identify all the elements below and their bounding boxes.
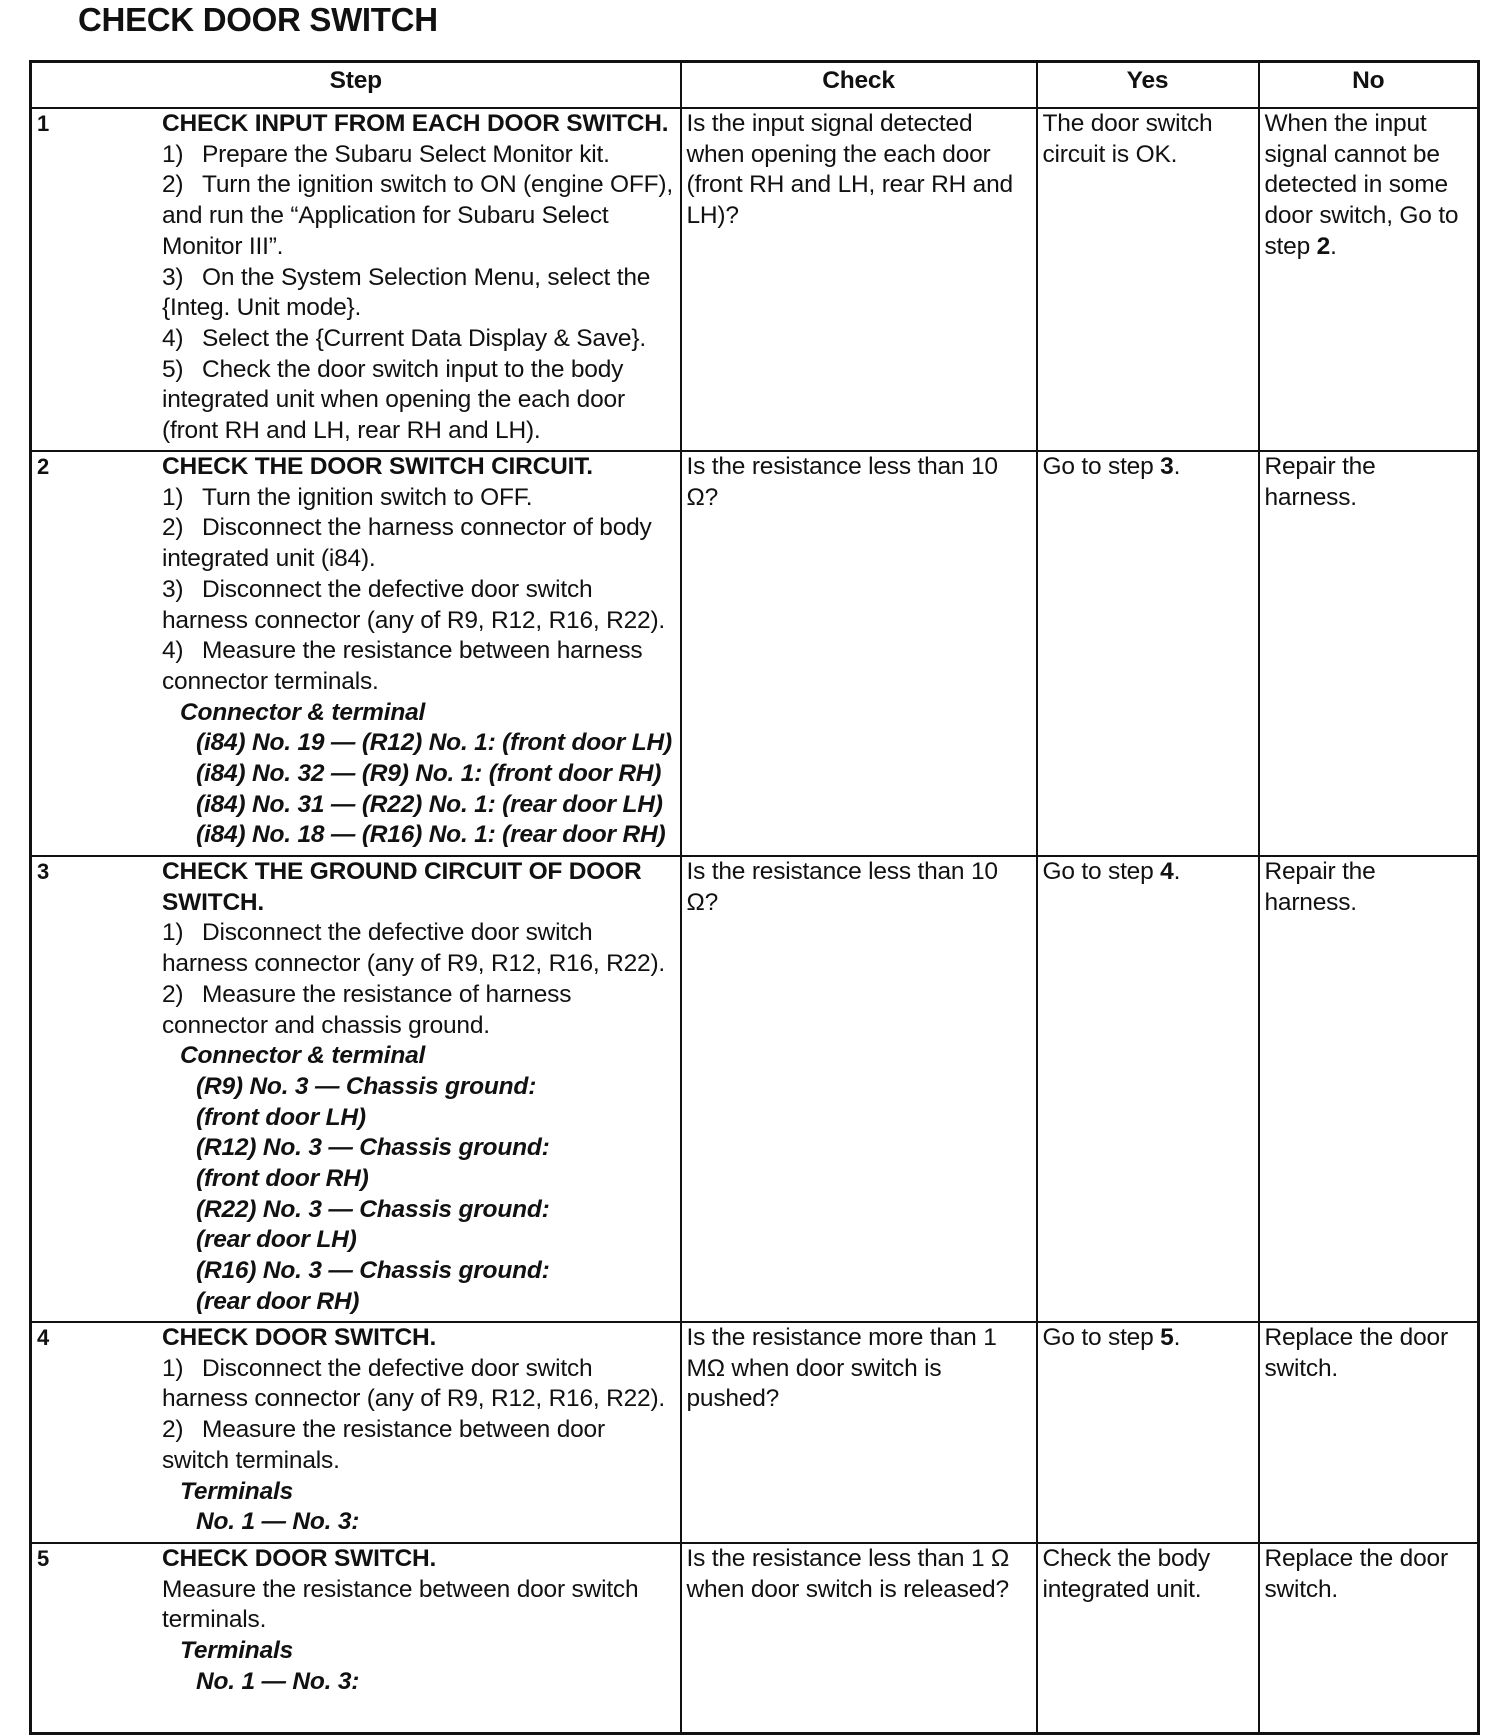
- yes-cell: Go to step 4.: [1037, 856, 1259, 1322]
- yes-cell: [1037, 1543, 1259, 1733]
- yes-cell: [1037, 108, 1259, 451]
- procedure-line: [162, 483, 675, 514]
- check-cell: [681, 856, 1037, 1322]
- step-body: [162, 1544, 675, 1698]
- no-cell: [1259, 856, 1479, 1322]
- procedure-number: 4): [162, 324, 184, 352]
- no-action: Repair the harness.: [1264, 453, 1376, 511]
- procedure-number: 1): [162, 919, 184, 947]
- procedure-number: 1): [162, 483, 184, 511]
- spec-line: (R22) No. 3 — Chassis ground:: [196, 1195, 550, 1223]
- procedure-text: Disconnect the harness connector of body integrated unit (i84).: [162, 514, 652, 573]
- procedure-number: 5): [162, 355, 184, 383]
- no-action: When the input signal cannot be detected in some door switch, Go to step: [1264, 110, 1459, 260]
- table-row: [31, 451, 1479, 856]
- check-cell: [681, 108, 1037, 451]
- spec-line: (R9) No. 3 — Chassis ground:: [196, 1072, 537, 1100]
- procedure-line: [162, 918, 675, 979]
- column-header-no: No: [1259, 62, 1479, 109]
- procedure-line: [162, 1575, 675, 1636]
- yes-cell: Go to step 3.: [1037, 451, 1259, 856]
- procedure-text: Disconnect the defective door switch harness connector (any of R9, R12, R16, R22).: [162, 1354, 666, 1413]
- procedure-line: [162, 636, 675, 697]
- no-step-ref: 2: [1316, 232, 1331, 260]
- no-action: Replace the door switch.: [1264, 1324, 1448, 1382]
- check-question: Is the resistance more than 1 MΩ when door switch is pushed?: [686, 1324, 997, 1413]
- step-body: [162, 857, 675, 1318]
- yes-step-ref: 5: [1160, 1324, 1174, 1351]
- procedure-text: Measure the resistance of harness connector and chassis ground.: [162, 980, 572, 1039]
- yes-action: Go to step: [1042, 453, 1154, 480]
- spec-line: (front door LH): [196, 1103, 366, 1131]
- no-cell: [1259, 1322, 1479, 1543]
- table-header-row: [31, 62, 1479, 109]
- spec-heading: Connector & terminal: [180, 1042, 426, 1070]
- step-body: [162, 109, 675, 447]
- procedure-text: Disconnect the defective door switch harness connector (any of R9, R12, R16, R22).: [162, 575, 666, 634]
- step-cell: [31, 856, 681, 1322]
- check-cell: [681, 451, 1037, 856]
- table-body: [31, 108, 1479, 1733]
- spec-line: No. 1 — No. 3:: [196, 1508, 360, 1536]
- diagnostic-table: [29, 60, 1480, 1735]
- procedure-line: [162, 140, 675, 171]
- column-header-yes: Yes: [1037, 62, 1259, 109]
- yes-action: Check the body integrated unit.: [1042, 1545, 1210, 1603]
- yes-step-ref: 4: [1160, 858, 1174, 885]
- yes-action: Go to step: [1042, 1324, 1154, 1351]
- spec-line: (i84) No. 32 — (R9) No. 1: (front door RH): [196, 760, 662, 788]
- procedure-number: 3): [162, 575, 184, 603]
- spec-line: (i84) No. 18 — (R16) No. 1: (rear door RH): [196, 821, 666, 849]
- procedure-line: [162, 575, 675, 636]
- check-question: Is the resistance less than 10 Ω?: [686, 858, 998, 916]
- procedure-line: [162, 980, 675, 1041]
- step-body: [162, 452, 675, 851]
- procedure-text: On the System Selection Menu, select the {Integ. Unit mode}.: [162, 263, 651, 322]
- procedure-text: Check the door switch input to the body integrated unit when opening the each door (front RH and LH, rear RH and LH).: [162, 355, 625, 445]
- spec-line: (i84) No. 31 — (R22) No. 1: (rear door LH): [196, 790, 663, 818]
- procedure-line: [162, 1415, 675, 1476]
- step-number: 1: [37, 111, 50, 136]
- spec-line: (rear door RH): [196, 1287, 360, 1315]
- procedure-text: Measure the resistance between door switch terminals.: [162, 1575, 639, 1634]
- check-cell: [681, 1543, 1037, 1733]
- table-row: [31, 1322, 1479, 1543]
- step-number: 3: [37, 859, 50, 884]
- step-cell: [31, 108, 681, 451]
- spec-line: (rear door LH): [196, 1226, 357, 1254]
- no-tail: .: [1330, 232, 1337, 260]
- column-header-check: Check: [681, 62, 1037, 109]
- step-number: 4: [37, 1325, 50, 1350]
- step-title: CHECK THE DOOR SWITCH CIRCUIT.: [162, 453, 593, 480]
- step-title: CHECK THE GROUND CIRCUIT OF DOOR SWITCH.: [162, 858, 642, 916]
- spec-heading: Terminals: [180, 1637, 294, 1665]
- step-number: 2: [37, 454, 50, 479]
- spec-line: (R12) No. 3 — Chassis ground:: [196, 1134, 550, 1162]
- check-question: Is the input signal detected when opening the each door (front RH and LH, rear RH and LH)?: [686, 110, 1013, 230]
- yes-cell: Go to step 5.: [1037, 1322, 1259, 1543]
- procedure-number: 2): [162, 980, 184, 1008]
- step-body: [162, 1323, 675, 1538]
- procedure-number: 2): [162, 514, 184, 542]
- procedure-number: 2): [162, 1416, 184, 1444]
- table-row: [31, 108, 1479, 451]
- procedure-text: Prepare the Subaru Select Monitor kit.: [202, 140, 610, 168]
- procedure-text: Select the {Current Data Display & Save}.: [202, 324, 646, 352]
- yes-step-ref: 3: [1160, 453, 1174, 480]
- procedure-text: Turn the ignition switch to ON (engine OFF), and run the “Application for Subaru Select Monitor III”.: [162, 171, 673, 260]
- spec-heading: Connector & terminal: [180, 698, 426, 726]
- procedure-line: [162, 1354, 675, 1415]
- table-row: [31, 1543, 1479, 1733]
- yes-action: The door switch circuit is OK.: [1042, 110, 1213, 168]
- procedure-text: Disconnect the defective door switch harness connector (any of R9, R12, R16, R22).: [162, 919, 666, 978]
- spec-heading: Terminals: [180, 1477, 294, 1505]
- procedure-text: Measure the resistance between door switch terminals.: [162, 1416, 605, 1474]
- check-question: Is the resistance less than 10 Ω?: [686, 453, 998, 511]
- no-cell: [1259, 1543, 1479, 1733]
- table-row: [31, 856, 1479, 1322]
- procedure-number: 3): [162, 263, 184, 291]
- column-header-step: Step: [31, 62, 681, 109]
- procedure-line: [162, 170, 675, 262]
- procedure-text: Measure the resistance between harness connector terminals.: [162, 637, 643, 695]
- step-cell: [31, 451, 681, 856]
- spec-line: (front door RH): [196, 1165, 369, 1193]
- step-number: 5: [37, 1546, 50, 1571]
- check-cell: [681, 1322, 1037, 1543]
- procedure-number: 1): [162, 140, 184, 168]
- procedure-line: [162, 263, 675, 324]
- page-title: CHECK DOOR SWITCH: [78, 1, 438, 38]
- procedure-number: 2): [162, 171, 184, 199]
- procedure-number: 4): [162, 637, 184, 665]
- step-title: CHECK DOOR SWITCH.: [162, 1545, 437, 1572]
- procedure-line: [162, 324, 675, 355]
- procedure-number: 1): [162, 1354, 184, 1382]
- yes-action: Go to step: [1042, 858, 1154, 885]
- procedure-text: Turn the ignition switch to OFF.: [202, 483, 533, 511]
- step-title: CHECK DOOR SWITCH.: [162, 1324, 437, 1351]
- no-cell: [1259, 108, 1479, 451]
- spec-line: (i84) No. 19 — (R12) No. 1: (front door LH): [196, 729, 672, 757]
- no-cell: [1259, 451, 1479, 856]
- step-title: CHECK INPUT FROM EACH DOOR SWITCH.: [162, 110, 669, 137]
- step-cell: [31, 1543, 681, 1733]
- step-cell: [31, 1322, 681, 1543]
- no-action: Repair the harness.: [1264, 858, 1376, 916]
- procedure-line: [162, 355, 675, 447]
- procedure-line: [162, 513, 675, 574]
- spec-line: (R16) No. 3 — Chassis ground:: [196, 1257, 550, 1285]
- no-action: Replace the door switch.: [1264, 1545, 1448, 1603]
- check-question: Is the resistance less than 1 Ω when door switch is released?: [686, 1545, 1010, 1603]
- spec-line: No. 1 — No. 3:: [196, 1667, 360, 1695]
